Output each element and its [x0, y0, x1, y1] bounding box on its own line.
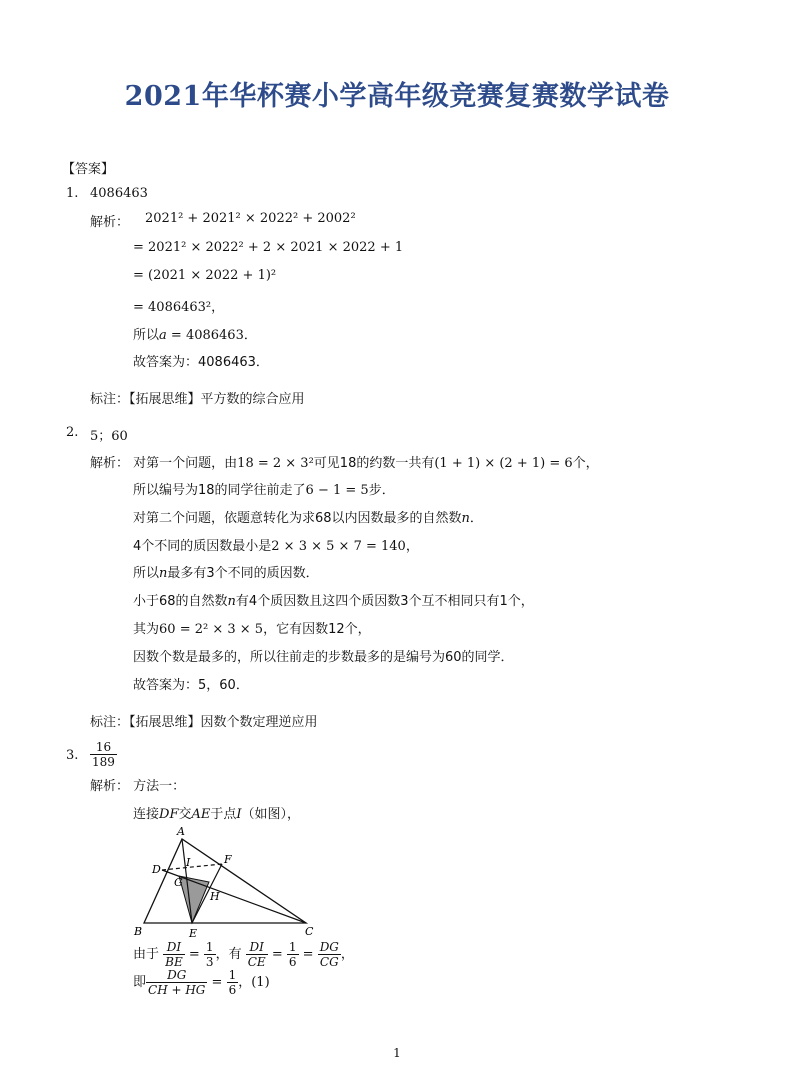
- q3-method: 方法一：: [133, 779, 186, 794]
- q2-l3-a: 对第二个问题，依题意转化为求68以内因数最多的自然数: [133, 511, 462, 526]
- q3-l2-c: ，: [340, 947, 354, 962]
- q1-label: 解析：: [90, 215, 130, 230]
- q2-line-3: [133, 507, 483, 526]
- q2-l4-a: 4个不同的质因数最小是: [133, 539, 272, 554]
- q2-l1-d: (1 + 1) × (2 + 1) = 6: [434, 456, 573, 471]
- label-F: F: [224, 853, 232, 866]
- q2-l4-c: ，: [405, 539, 419, 554]
- q3-frac-di-ce-den: CE: [247, 955, 266, 969]
- q1-line-4: = 4086463²，: [133, 300, 225, 315]
- q3-frac-1-3-den: 3: [205, 955, 214, 969]
- q3-frac-1-6-a-num: 1: [288, 940, 297, 954]
- q1-line-3: = (2021 × 2022 + 1)²: [133, 268, 277, 283]
- q3-line-method: [90, 775, 185, 794]
- q3-frac-di-ce-num: DI: [246, 940, 268, 955]
- q3-l3-b: ，(1): [238, 975, 270, 990]
- q2-line-2: [133, 479, 395, 498]
- q2-line-7: [133, 618, 371, 637]
- q3-frac-dg-chhg: [146, 968, 207, 997]
- q3-line-3: [133, 968, 270, 997]
- q2-line-9: 故答案为：5，60．: [133, 678, 249, 693]
- q3-frac-di-be-num: DI: [163, 940, 185, 955]
- page-title: 2021年华杯赛小学高年级竞赛复赛数学试卷: [124, 81, 670, 112]
- label-H: H: [210, 890, 220, 903]
- q2-line-5: [133, 562, 319, 581]
- q1-note: [90, 388, 305, 407]
- q3-l1-e: 于点: [210, 807, 237, 822]
- q3-l1-d: AE: [191, 807, 211, 822]
- q2-l1-a: 对第一个问题，由: [133, 456, 238, 471]
- q3-eq-1: =: [188, 947, 200, 962]
- q1-number: 1.: [66, 186, 79, 201]
- q2-line-4: [133, 535, 419, 554]
- triangle-figure: [130, 822, 320, 940]
- label-C: C: [305, 925, 314, 938]
- q1-answer: 4086463: [90, 186, 148, 201]
- q1-line-2: = 2021² × 2022² + 2 × 2021 × 2022 + 1: [133, 240, 404, 255]
- segment-dc: [162, 870, 306, 923]
- q2-number: 2.: [66, 425, 79, 440]
- q3-answer: [90, 740, 117, 769]
- q3-frac-di-be-den: BE: [165, 955, 183, 969]
- q2-l1-e: 个，: [572, 456, 599, 471]
- q1-note-text: 【拓展思维】平方数的综合应用: [129, 392, 305, 407]
- q3-frac-dg-cg-den: CG: [319, 955, 339, 969]
- q2-line-8: 因数个数是最多的，所以往前走的步数最多的是编号为60的同学．: [133, 650, 514, 665]
- q2-l2-b: 6 − 1 = 5: [305, 483, 369, 498]
- q3-l1-c: 交: [178, 807, 192, 822]
- q2-answer: 5；60: [90, 429, 128, 444]
- answer-header: 【答案】: [62, 162, 115, 177]
- q3-frac-1-6-a: [287, 940, 299, 969]
- q3-frac-1-6-b-den: 6: [228, 983, 237, 997]
- q2-l6-a: 小于68的自然数: [133, 594, 228, 609]
- q2-l3-c: ．: [469, 511, 483, 526]
- label-E: E: [189, 927, 198, 940]
- q1-line-5: [133, 324, 257, 343]
- q3-l2-a: 由于: [133, 947, 160, 962]
- label-A: A: [177, 825, 185, 838]
- q3-number: 3.: [66, 748, 79, 763]
- q3-eq-4: =: [211, 975, 223, 990]
- q3-frac-di-ce: [246, 940, 268, 969]
- q1-line-5-text: 所以: [133, 328, 160, 343]
- label-I: I: [186, 856, 191, 869]
- q3-frac-1-6-b-num: 1: [228, 968, 237, 982]
- q3-frac-dg-chhg-den: CH + HG: [148, 983, 206, 997]
- q3-l3-a: 即: [133, 975, 147, 990]
- q2-l1-b: 18 = 2 × 3²: [237, 456, 314, 471]
- q3-answer-fraction: [90, 740, 117, 769]
- label-B: B: [134, 925, 143, 938]
- q2-line-6: [133, 590, 534, 609]
- q2-l5-a: 所以: [133, 566, 160, 581]
- q3-frac-dg-chhg-num: DG: [146, 968, 207, 983]
- q3-line-2: [133, 940, 354, 969]
- q3-l1-a: 连接: [133, 807, 160, 822]
- q1-line-6: 故答案为：4086463．: [133, 355, 269, 370]
- q2-var-n-1: n: [461, 511, 470, 526]
- q2-l6-c: 有4个质因数且这四个质因数3个互不相同只有1个，: [235, 594, 534, 609]
- q3-label: 解析：: [90, 779, 130, 794]
- q3-line-1: [133, 803, 300, 822]
- page-number: 1: [393, 1046, 401, 1060]
- q2-line-1: [90, 452, 599, 471]
- q2-l7-a: 其为: [133, 622, 160, 637]
- q2-l7-b: 60 = 2² × 3 × 5: [159, 622, 264, 637]
- q2-l1-c: 可见18的约数一共有: [313, 456, 435, 471]
- q3-frac-dg-cg: [318, 940, 341, 969]
- q3-eq-2: =: [271, 947, 283, 962]
- q3-eq-3: =: [302, 947, 314, 962]
- q2-l7-c: ，它有因数12个，: [263, 622, 371, 637]
- q3-l2-b: ，有: [215, 947, 242, 962]
- q3-l1-f: I: [236, 807, 242, 822]
- q2-l2-a: 所以编号为18的同学往前走了: [133, 483, 306, 498]
- q2-l4-b: 2 × 3 × 5 × 7 = 140: [271, 539, 406, 554]
- q3-l1-g: （如图），: [241, 807, 301, 822]
- q2-label: 解析：: [90, 456, 130, 471]
- q2-var-n-2: n: [159, 566, 168, 581]
- q2-var-n-3: n: [227, 594, 236, 609]
- q2-note-text: 【拓展思维】因数个数定理逆应用: [129, 715, 318, 730]
- q3-answer-num: 16: [90, 740, 117, 755]
- q3-frac-1-3-num: 1: [205, 940, 214, 954]
- q3-frac-1-6-a-den: 6: [288, 955, 297, 969]
- q3-answer-den: 189: [92, 755, 115, 769]
- q2-note-label: 标注：: [90, 715, 130, 730]
- q1-var-a: a: [159, 328, 167, 343]
- segment-df-dashed: [162, 864, 222, 870]
- q3-frac-1-6-b: [227, 968, 239, 997]
- q2-l2-c: 步．: [368, 483, 395, 498]
- q2-l5-c: 最多有3个不同的质因数．: [167, 566, 319, 581]
- q1-line-5-value: = 4086463．: [166, 328, 257, 343]
- q1-line-1: 2021² + 2021² × 2022² + 2002²: [145, 211, 356, 226]
- q3-frac-1-3: [204, 940, 216, 969]
- q2-note: [90, 711, 318, 730]
- main-triangle: [144, 839, 306, 923]
- q3-l1-b: DF: [159, 807, 179, 822]
- label-G: G: [174, 876, 183, 889]
- q3-frac-dg-cg-num: DG: [319, 940, 339, 954]
- q3-frac-di-be: [163, 940, 185, 969]
- q1-note-label: 标注：: [90, 392, 130, 407]
- label-D: D: [152, 863, 161, 876]
